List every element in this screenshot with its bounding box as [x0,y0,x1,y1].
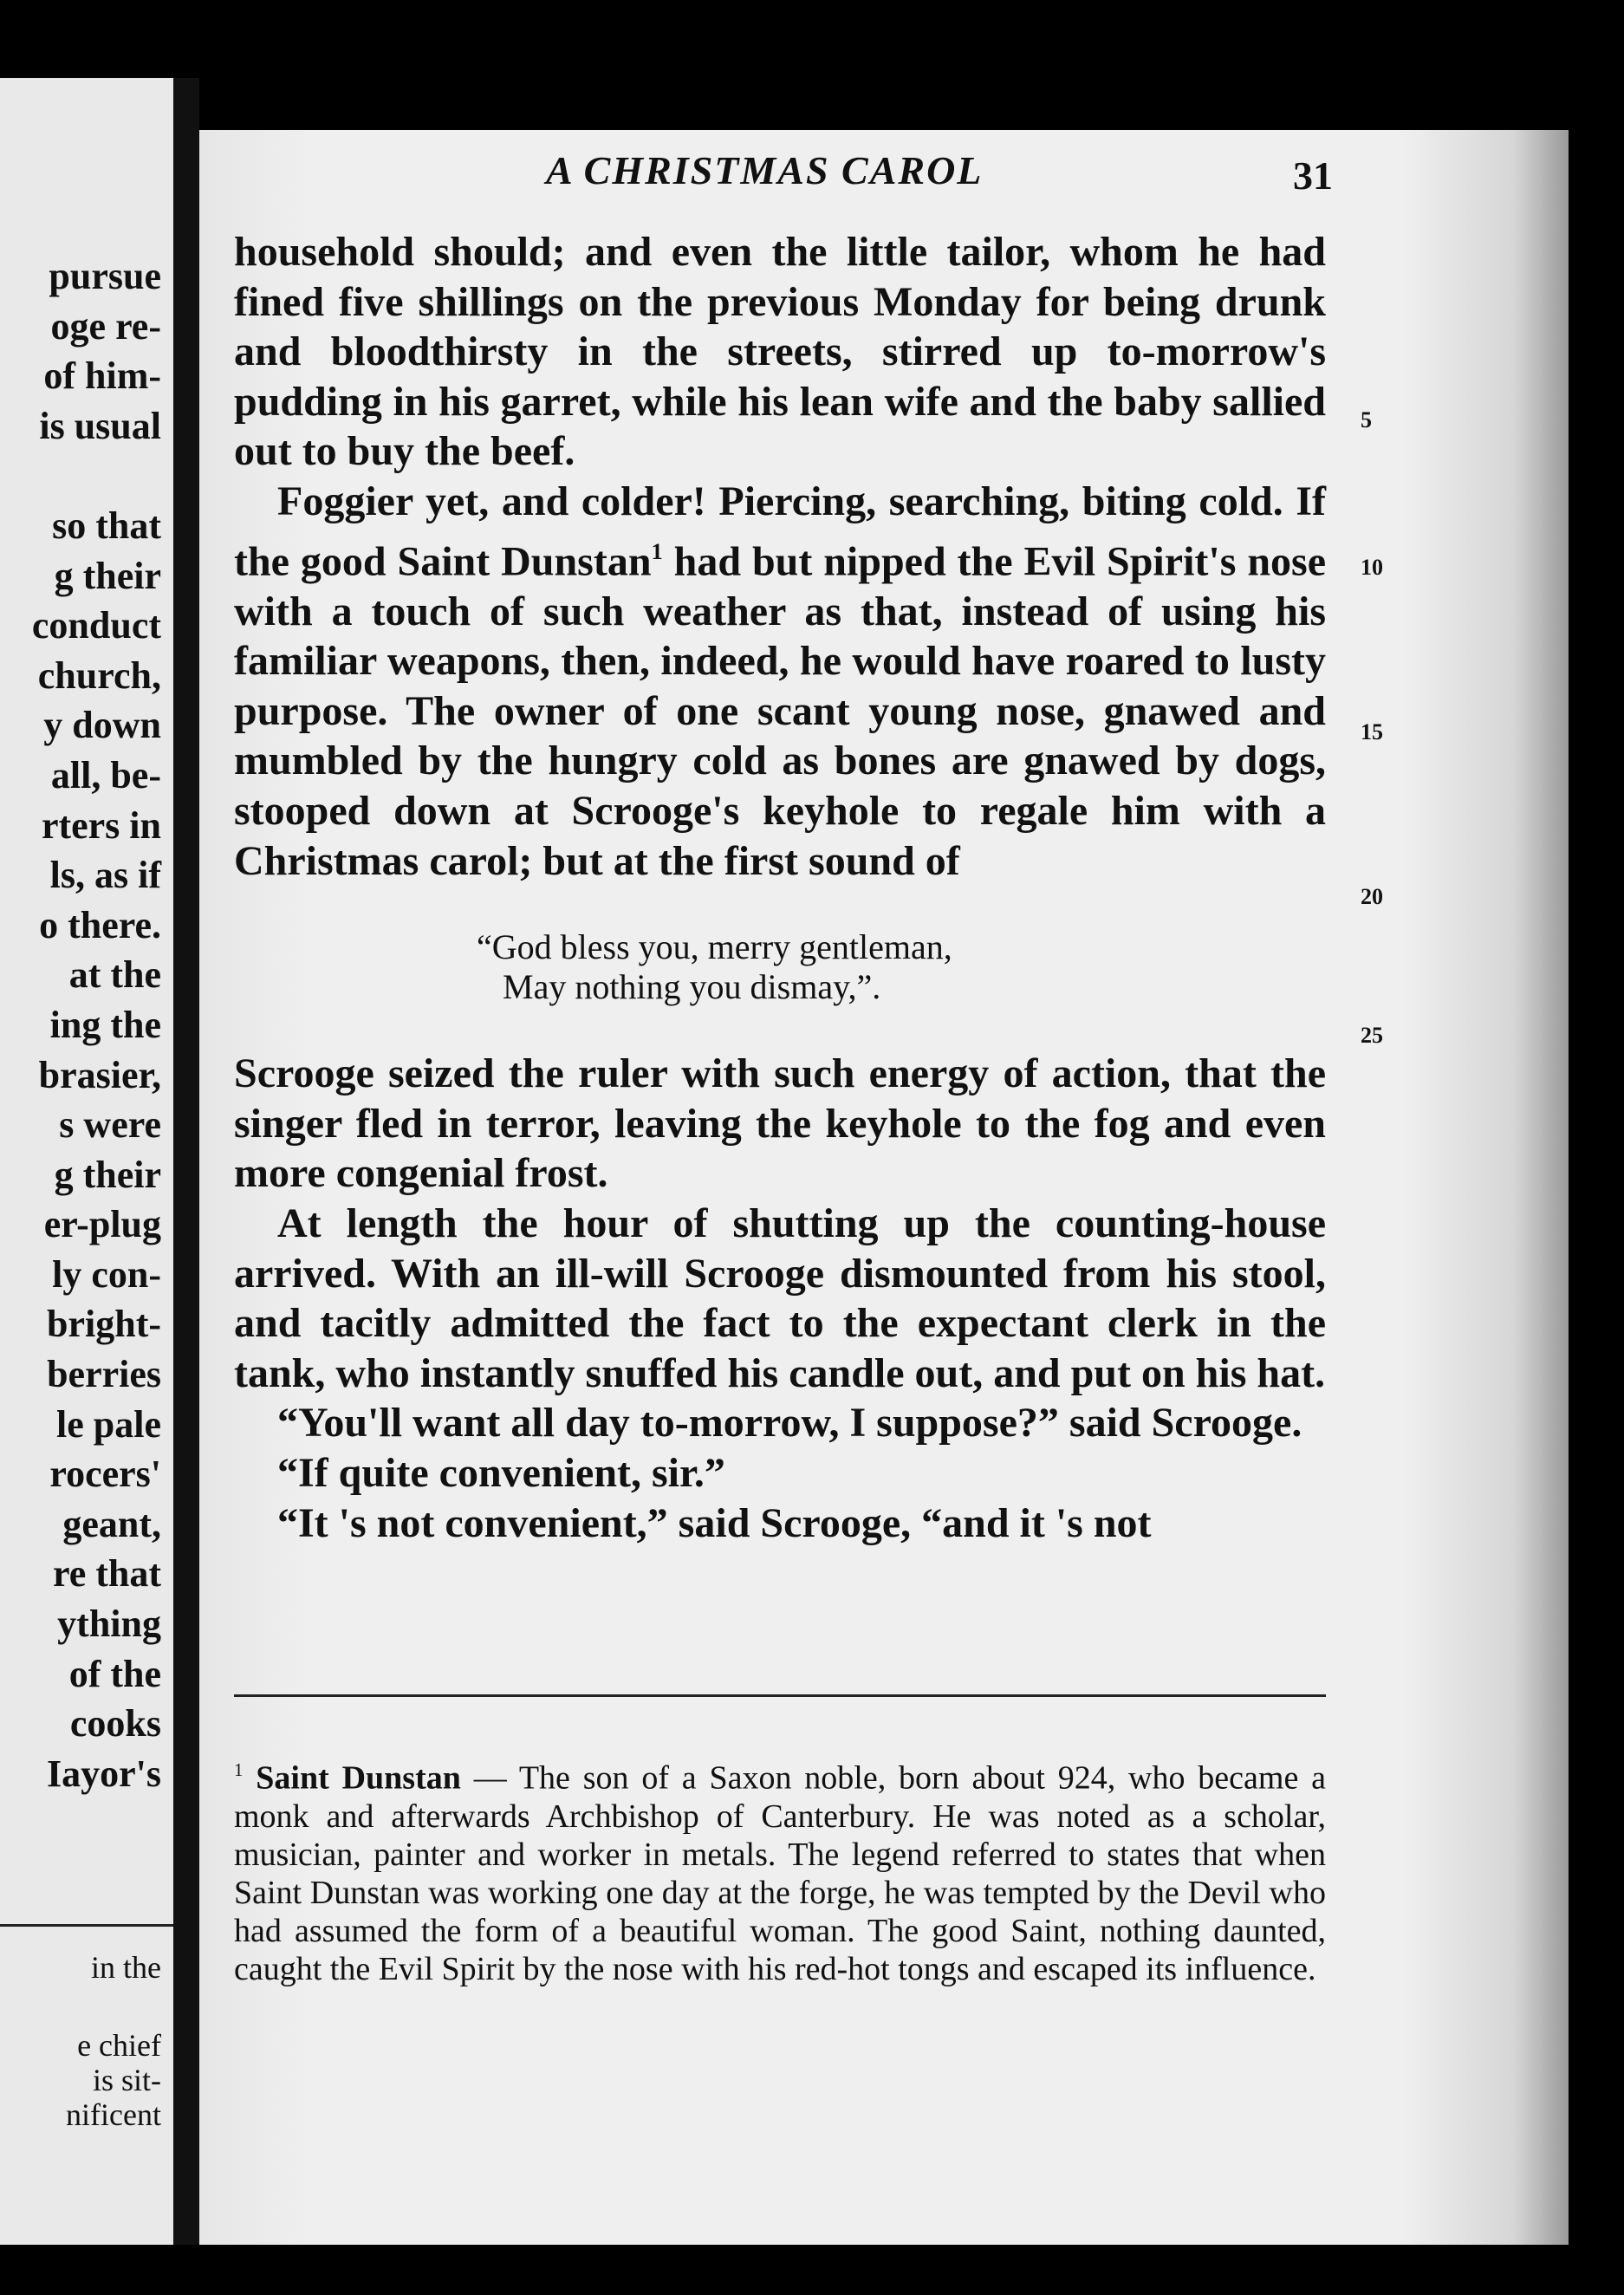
paragraph-text: had but nipped the Evil Spirit's nose with a touch of such weather as that, instead of using his familiar weapons, then, indeed, he would have roared to lusty purpose. The owner of one scant young nose, gnawed and mumbled by the hungry cold as bones are gnawed by dogs, stooped down at Scrooge's keyhole to regale him with a Christmas carol; but at the first sound of [234,538,1326,884]
line-number: 25 [1361,1023,1383,1048]
scan-border [0,2245,1624,2295]
footnote-text: — The son of a Saxon noble, born about 924, who became a monk and afterwards Archbishop of Canterbury. He was noted as a scholar, musician, painter and worker in metals. The legend referred to states that when Saint Dunstan was working one day at the forge, he was tempted by the Devil who had assumed the form of a beautiful woman. The good Saint, nothing daunted, caught the Evil Spirit by the nose with his red-hot tongs and escaped its influence. [234,1759,1327,1987]
prev-line: all, be- [50,753,161,796]
footnote-marker: 1 [234,1759,244,1780]
verse-quote [477,927,1326,1007]
line-number: 10 [1361,555,1383,580]
paragraph: Scrooge seized the ruler with such energy of action, that the singer fled in terror, leaving the keyhole to the fog and even more congenial frost. [234,1050,1326,1197]
prev-line: of him- [43,354,161,398]
prev-line: y down [43,704,161,747]
prev-line: is usual [39,404,161,447]
prev-line: er-plug [43,1203,161,1246]
line-number: 15 [1361,719,1383,744]
paragraph-text: Foggier yet, and colder! Piercing, searching, biting cold. If the good Saint Dunstan [234,478,1326,585]
prev-line: at the [68,953,161,997]
prev-line: church, [37,653,161,697]
prev-line [32,451,161,501]
previous-page-footnotes [66,1950,161,2132]
line-number: 5 [1361,407,1372,432]
prev-line: cooks [69,1702,161,1746]
running-head: A CHRISTMAS CAROL [546,148,984,192]
prev-line: berries [47,1353,161,1396]
prev-note-line: e chief [77,2028,161,2063]
prev-line: geant, [62,1502,161,1545]
prev-note-line: in the [91,1950,161,1985]
footnote-title: Saint Dunstan [256,1759,461,1797]
paragraph: household should; and even the little tailor, whom he had fined five shillings on the previous Monday for being drunk and bloodthirsty in the streets, stirred up to-morrow's pudding in his garret, while his lean wife and the baby sallied out to buy the beef. [234,229,1326,475]
previous-page-fragment [0,78,173,2245]
previous-page-text [32,251,161,1798]
verse-line: May nothing you dismay,”. [503,967,881,1007]
prev-note-line: nificent [66,2097,161,2132]
prev-line: g their [54,554,161,597]
prev-line: ly con- [52,1252,161,1296]
prev-line: o there. [39,903,161,946]
prev-note-line: is sit- [92,2063,161,2097]
paragraph: At length the hour of shutting up the counting-house arrived. With an ill-will Scrooge dismounted from his stool, and tacitly admitted the fact to the expectant clerk in the tank, who instantly snuffed his candle out, and put on his hat. [234,1200,1326,1396]
page-number: 31 [1293,153,1333,198]
prev-line: ything [57,1603,161,1646]
footnote [234,1751,1326,1988]
prev-line: ls, as if [49,854,161,897]
prev-line: pursue [49,255,161,297]
prev-line: so that [52,504,161,547]
prev-line: rters in [41,803,161,847]
prev-line: s were [59,1103,161,1147]
prev-line: g their [54,1153,161,1196]
previous-page-footnote-rule [0,1924,173,1927]
prev-line: re that [52,1552,161,1596]
prev-line: ing the [49,1003,161,1046]
verse-line: “God bless you, merry gentleman, [477,927,952,967]
paragraph: “If quite convenient, sir.” [277,1449,725,1496]
prev-line: le pale [56,1402,161,1446]
prev-line: bright- [47,1303,161,1346]
paragraph [234,477,1326,886]
prev-line: Iayor's [47,1752,161,1795]
body-text [234,227,1326,1548]
prev-line: of the [68,1652,161,1695]
prev-line: conduct [31,604,161,647]
prev-line: oge re- [50,304,161,348]
prev-line: brasier, [38,1053,161,1096]
footnote-rule [234,1694,1326,1697]
prev-line: rocers' [49,1453,161,1496]
book-gutter [173,78,199,2245]
line-number: 20 [1361,884,1383,909]
footnote-reference[interactable]: 1 [651,537,663,564]
book-page [199,130,1569,2262]
paragraph: “You'll want all day to-morrow, I suppose?” said Scrooge. [277,1400,1302,1447]
paragraph: “It 's not convenient,” said Scrooge, “and it 's not [277,1499,1152,1546]
